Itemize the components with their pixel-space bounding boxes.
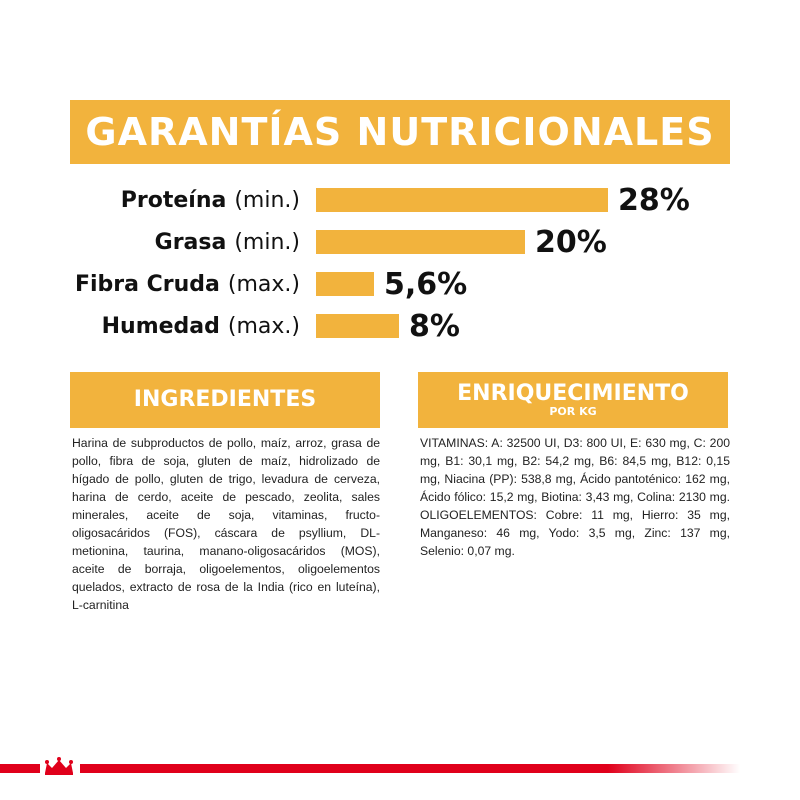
nutrient-value-label: 28% (618, 182, 690, 218)
enrichment-title: ENRIQUECIMIENTO (457, 381, 689, 406)
nutrient-row (0, 222, 800, 262)
nutrient-row (0, 306, 800, 346)
nutrient-value-label: 8% (409, 308, 460, 344)
nutrient-qualifier: (max.) (227, 271, 300, 297)
nutrient-name: Grasa (154, 229, 227, 255)
nutrient-value-label: 5,6% (384, 266, 468, 302)
nutrient-bar (316, 230, 525, 254)
nutrient-bar (316, 314, 399, 338)
nutrient-label (155, 222, 300, 262)
enrichment-subtitle: POR KG (549, 405, 597, 418)
enrichment-header (418, 372, 728, 428)
nutrient-qualifier: (max.) (227, 313, 300, 339)
nutrient-label (75, 264, 300, 304)
footer-line-left (0, 764, 40, 773)
nutrient-label (121, 180, 300, 220)
nutrient-row (0, 264, 800, 304)
ingredients-text: Harina de subproductos de pollo, maíz, arroz, grasa de pollo, fibra de soja, gluten de maíz, hidrolizado de hígado de pollo, gluten de trigo, levadura de cerveza, harina de cerdo, aceite de pescado, zeolita, sales minerales, aceite de soja, vitaminas, fructo-oligosacáridos (FOS), cáscara de psyllium, DL-metionina, taurina, manano-oligosacáridos (MOS), aceite de borraja, oligoelementos, oligoelementos quelados, extracto de rosa de la India (rico en luteína), L-carnitina (72, 436, 380, 612)
nutrient-qualifier: (min.) (234, 229, 300, 255)
nutrient-name: Proteína (120, 187, 227, 213)
nutrient-value-label: 20% (535, 224, 607, 260)
nutrient-row (0, 180, 800, 220)
nutrient-qualifier: (min.) (234, 187, 300, 213)
crown-icon (42, 756, 76, 776)
page-title: GARANTÍAS NUTRICIONALES (85, 110, 715, 154)
nutrient-name: Humedad (101, 313, 220, 339)
footer-line (80, 764, 740, 773)
ingredients-title: INGREDIENTES (133, 387, 317, 412)
nutrient-bar (316, 272, 374, 296)
nutrient-bar (316, 188, 608, 212)
nutrient-label (102, 306, 300, 346)
nutrient-name: Fibra Cruda (74, 271, 220, 297)
ingredients-header (70, 372, 380, 428)
enrichment-text: VITAMINAS: A: 32500 UI, D3: 800 UI, E: 630 mg, C: 200 mg, B1: 30,1 mg, B2: 54,2 mg, B6: 84,5 mg, B12: 0,15 mg, Niacina (PP): 538,8 mg, Ácido pantoténico: 162 mg, Ácido fólico: 15,2 mg, Biotina: 3,43 mg, Colina: 2130 mg. OLIGOELEMENTOS: Cobre: 11 mg, Hierro: 35 mg, Manganeso: 46 mg, Yodo: 3,5 mg, Zinc: 137 mg, Selenio: 0,07 mg. (420, 436, 730, 558)
title-banner (70, 100, 730, 164)
